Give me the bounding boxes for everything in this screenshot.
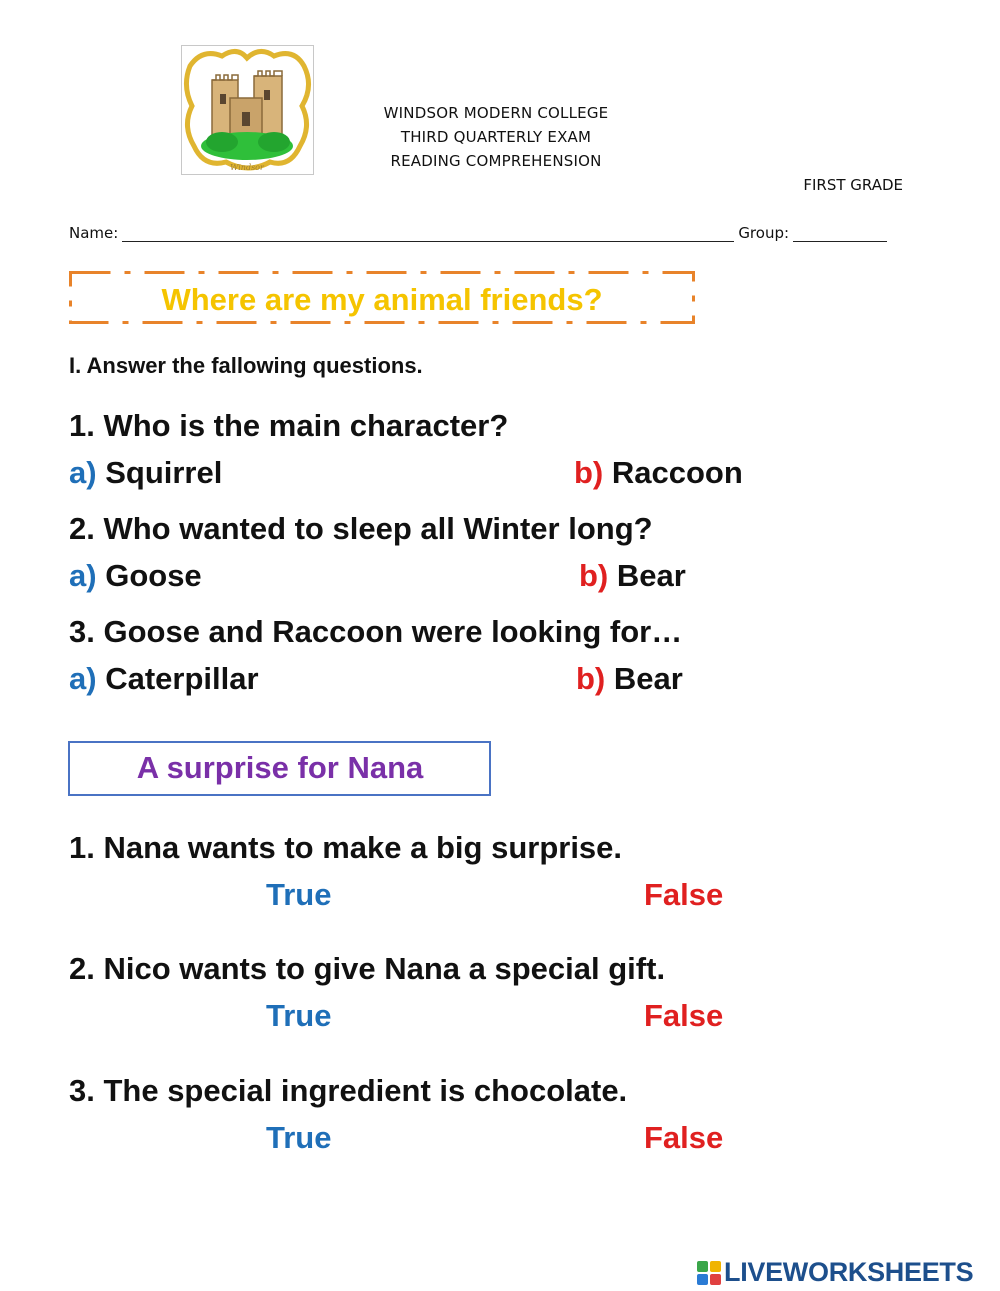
question-2-option-b[interactable] <box>579 558 686 594</box>
option-text: Bear <box>613 661 683 696</box>
statement-1: 1. Nana wants to make a big surprise. <box>69 830 623 865</box>
option-letter: b) <box>576 661 606 696</box>
question-2-option-a[interactable] <box>69 558 202 594</box>
statement-3-false-option[interactable]: False <box>644 1120 724 1155</box>
group-label: Group: <box>738 224 790 242</box>
exam-subject: READING COMPREHENSION <box>390 152 602 170</box>
school-logo <box>181 45 314 175</box>
option-letter: a) <box>69 455 97 490</box>
statement-2-true-option[interactable]: True <box>266 998 332 1033</box>
group-field[interactable] <box>793 227 887 242</box>
option-text: Goose <box>105 558 202 593</box>
question-3-option-b[interactable] <box>576 661 683 697</box>
question-3: 3. Goose and Raccoon were looking for… <box>69 614 683 649</box>
question-2: 2. Who wanted to sleep all Winter long? <box>69 511 653 546</box>
option-text: Caterpillar <box>105 661 259 696</box>
liveworksheets-brand[interactable] <box>697 1257 973 1288</box>
statement-1-false-option[interactable]: False <box>644 877 724 912</box>
option-text: Raccoon <box>611 455 743 490</box>
question-1: 1. Who is the main character? <box>69 408 509 443</box>
statement-3: 3. The special ingredient is chocolate. <box>69 1073 628 1108</box>
statement-2: 2. Nico wants to give Nana a special gift. <box>69 951 666 986</box>
name-group-row <box>69 224 904 242</box>
question-1-option-a[interactable] <box>69 455 222 491</box>
grade-label: FIRST GRADE <box>803 176 903 194</box>
option-letter: b) <box>579 558 609 593</box>
school-name: WINDSOR MODERN COLLEGE <box>383 104 609 122</box>
option-text: Squirrel <box>105 455 223 490</box>
name-label: Name: <box>69 224 119 242</box>
section2-title: A surprise for Nana <box>136 750 424 785</box>
liveworksheets-logo-icon <box>697 1261 721 1285</box>
option-letter: a) <box>69 661 97 696</box>
statement-1-true-option[interactable]: True <box>266 877 332 912</box>
question-1-option-b[interactable] <box>574 455 743 491</box>
option-letter: a) <box>69 558 97 593</box>
name-field[interactable] <box>122 227 734 242</box>
brand-name: LIVEWORKSHEETS <box>724 1257 974 1287</box>
option-letter: b) <box>574 455 604 490</box>
statement-3-true-option[interactable]: True <box>266 1120 332 1155</box>
section1-title: Where are my animal friends? <box>161 282 603 317</box>
section1-instruction: I. Answer the fallowing questions. <box>69 353 423 378</box>
exam-title: THIRD QUARTERLY EXAM <box>400 128 592 146</box>
statement-2-false-option[interactable]: False <box>644 998 724 1033</box>
question-3-option-a[interactable] <box>69 661 259 697</box>
svg-text:Windsor: Windsor <box>230 163 264 172</box>
option-text: Bear <box>616 558 686 593</box>
